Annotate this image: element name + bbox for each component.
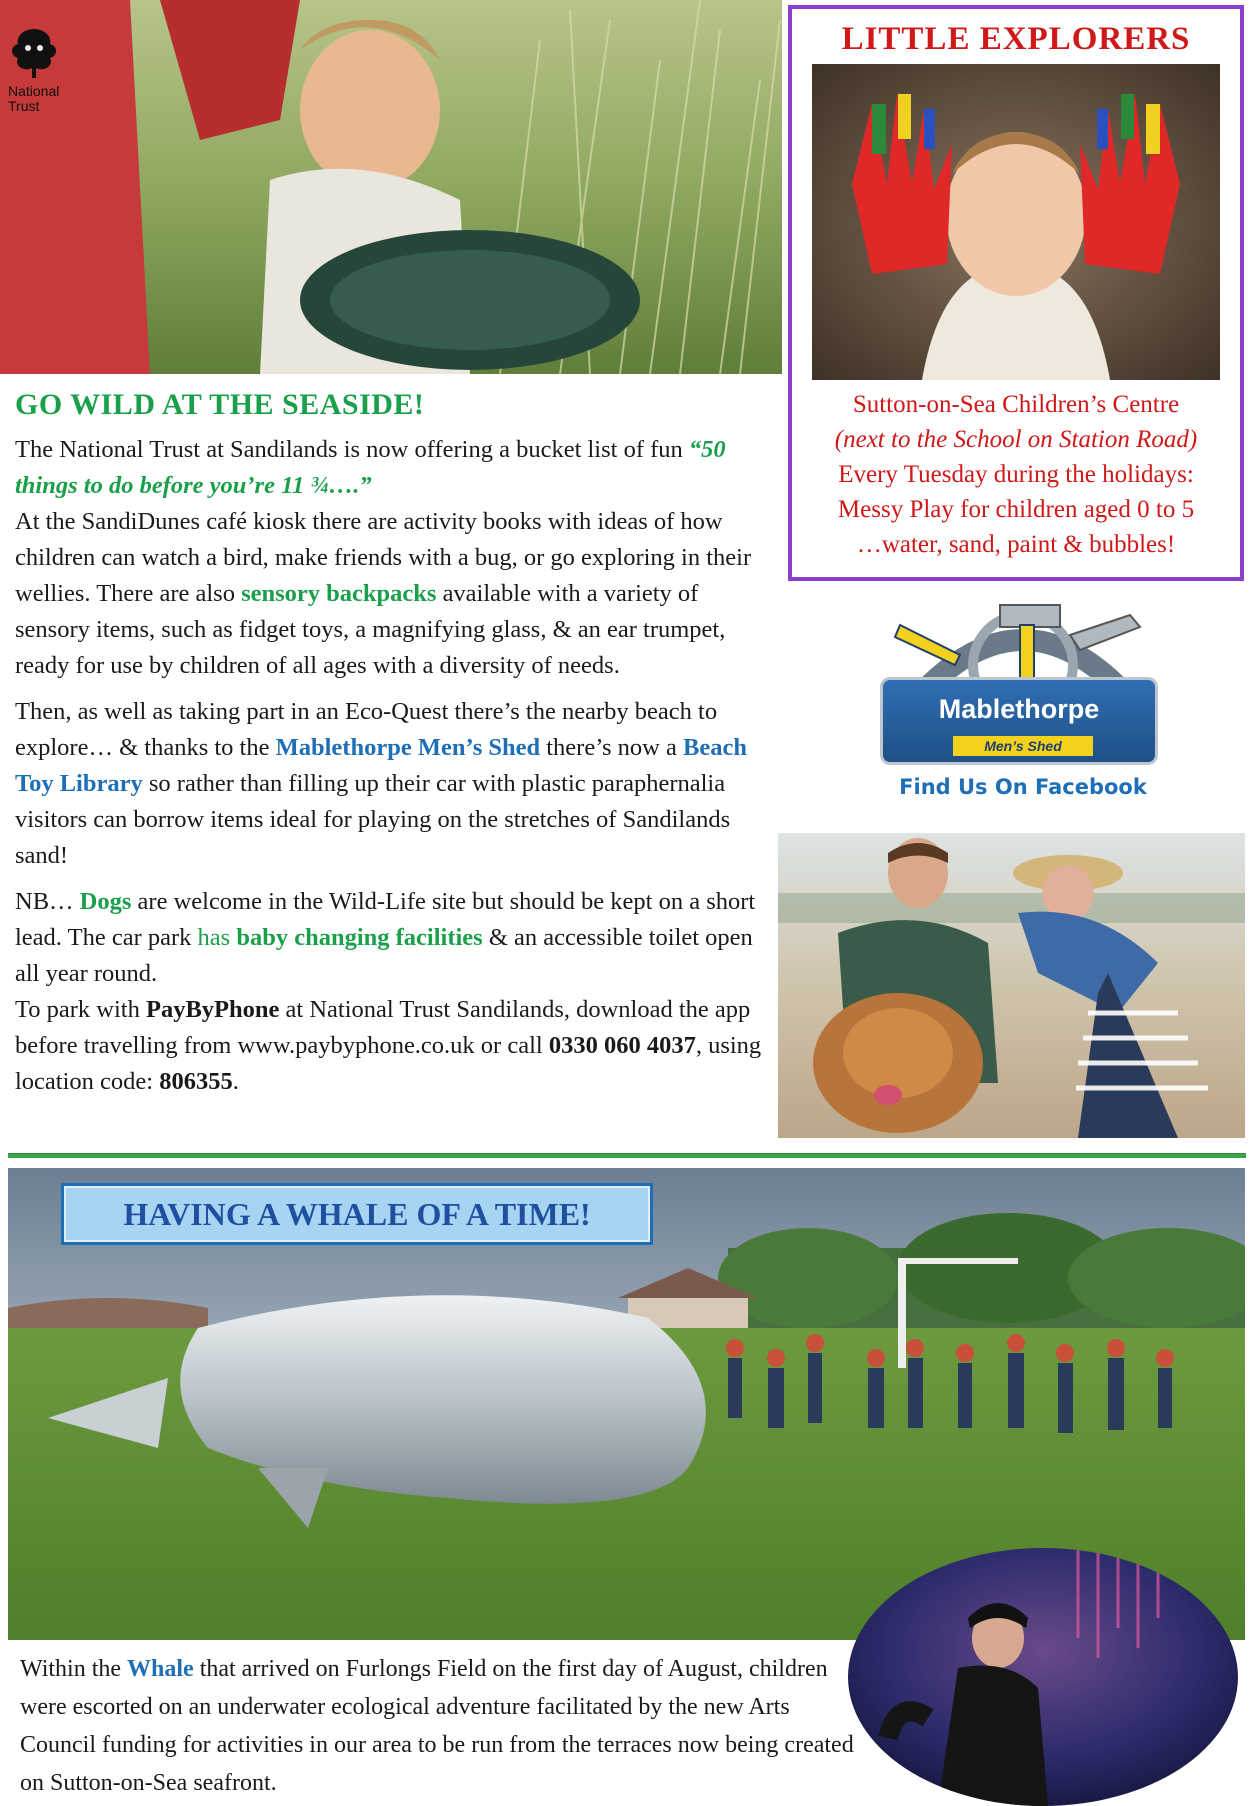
- has-highlight: has: [197, 924, 231, 951]
- centre-name: Sutton-on-Sea Children’s Centre: [852, 391, 1180, 418]
- little-explorers-title: LITTLE EXPLORERS: [841, 21, 1191, 57]
- section-divider: [8, 1153, 1246, 1158]
- p1-text-a: The National Trust at Sandilands is now offering a bucket list of fun: [15, 436, 689, 463]
- baby-changing-highlight: baby changing facilities: [236, 924, 483, 951]
- bucket-list-quote: “50 things to do before you’re 11 ¾….”: [15, 436, 726, 499]
- beach-toy-library-highlight: Beach Toy Library: [15, 734, 747, 797]
- p2-text-c: so rather than filling up their car with plastic paraphernalia visitors can borrow items ideal for playing on the stretches of Sandilands sand!: [15, 770, 731, 869]
- underwater-performer-photo: [848, 1548, 1238, 1806]
- facebook-link[interactable]: Find Us On Facebook: [899, 775, 1147, 799]
- article-paragraph-2: [15, 694, 775, 874]
- paybyphone-highlight: PayByPhone: [145, 996, 280, 1023]
- whale-text-b: that arrived on Furlongs Field on the first day of August, children were escorted on an underwater ecological adventure facilitated by the new Arts Council funding for activities in our area to be run from the terraces now being created on Sutton-on-Sea seafront.: [20, 1656, 854, 1796]
- p2-text-a: Then, as well as taking part in an Eco-Quest there’s the nearby beach to explore… & thanks to the: [15, 698, 718, 761]
- oak-leaf-icon: [4, 24, 64, 79]
- session-description: Messy Play for children aged 0 to 5: [837, 496, 1195, 523]
- p1-text-b: At the SandiDunes café kiosk there are activity books with ideas of how children can watch a bird, make friends with a bug, or go exploring in their wellies. There are also: [15, 508, 752, 607]
- p3-text-d: To park with: [15, 996, 146, 1023]
- p3-text-a: NB…: [15, 888, 80, 915]
- mens-shed-name: Mablethorpe: [938, 694, 1100, 724]
- little-explorers-info: [792, 387, 1240, 562]
- mens-shed-logo[interactable]: [870, 595, 1176, 805]
- sensory-backpacks-highlight: sensory backpacks: [241, 580, 437, 607]
- article-paragraph-1: [15, 432, 775, 684]
- article-title: GO WILD AT THE SEASIDE!: [15, 388, 425, 421]
- whale-text-a: Within the: [20, 1656, 128, 1682]
- seaside-article: [15, 388, 775, 1100]
- whale-section-title-box: [61, 1183, 653, 1245]
- mens-shed-subtitle: Men’s Shed: [953, 736, 1093, 756]
- p3-text-e: at National Trust Sandilands, download the app before travelling from www.paybyphone.co.uk or call: [15, 996, 751, 1059]
- p3-text-c: & an accessible toilet open all year round.: [15, 924, 753, 987]
- toddler-painted-hands-photo: [812, 64, 1220, 380]
- little-explorers-box: [788, 5, 1244, 581]
- mens-shed-nameplate: [880, 677, 1158, 765]
- phone-number: 0330 060 4037: [548, 1032, 696, 1059]
- p1-text-c: available with a variety of sensory items, such as fidget toys, a magnifying glass, & an ear trumpet, ready for use by children of all ages with a diversity of needs.: [15, 580, 726, 679]
- national-trust-logo: [4, 24, 74, 114]
- p3-text-g: .: [232, 1068, 239, 1095]
- logo-line-2: Trust: [8, 98, 40, 114]
- mens-shed-highlight: Mablethorpe Men’s Shed: [275, 734, 541, 761]
- article-paragraph-3: [15, 884, 775, 1100]
- p2-text-b: there’s now a: [540, 734, 683, 761]
- session-activities: …water, sand, paint & bubbles!: [856, 531, 1176, 558]
- location-code: 806355: [159, 1068, 233, 1095]
- centre-location: (next to the School on Station Road): [834, 426, 1198, 453]
- whale-highlight: Whale: [127, 1656, 194, 1682]
- logo-line-1: National: [8, 83, 60, 99]
- p3-text-b: are welcome in the Wild-Life site but should be kept on a short lead. The car park: [15, 888, 756, 951]
- session-schedule: Every Tuesday during the holidays:: [838, 461, 1194, 488]
- dog-beach-photo: [778, 833, 1245, 1138]
- whale-section-title: HAVING A WHALE OF A TIME!: [123, 1196, 591, 1232]
- p3-text-f: , using location code:: [15, 1032, 762, 1095]
- dogs-highlight: Dogs: [79, 888, 132, 915]
- children-dunes-photo: [0, 0, 782, 374]
- whale-paragraph: [20, 1650, 860, 1802]
